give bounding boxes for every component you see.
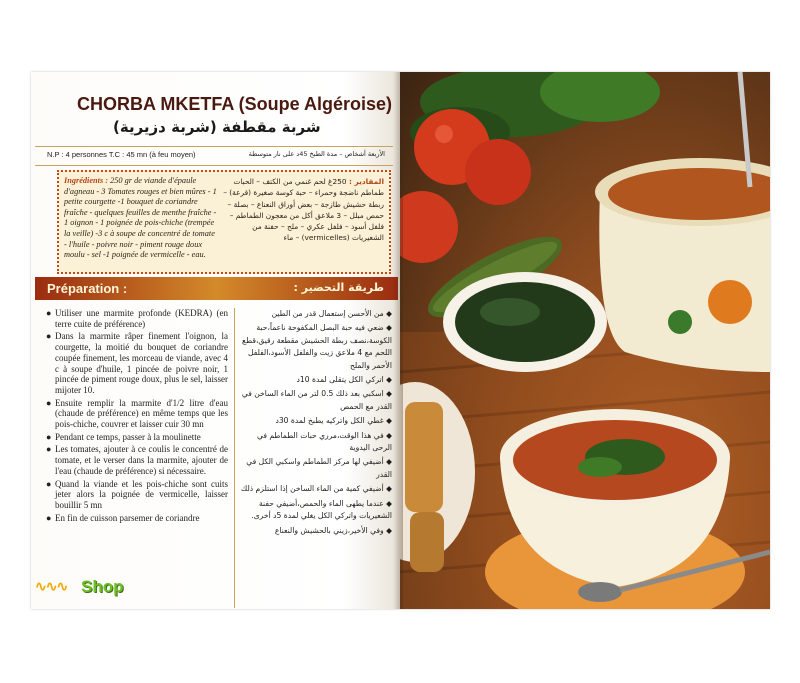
bullet-icon: ● [46, 431, 52, 442]
ingredients-label-arabic: المقادير : [348, 177, 384, 186]
step-french: ● Pendant ce temps, passer à la moulinette [46, 431, 201, 442]
diamond-icon: ◆ [386, 498, 392, 508]
preparation-title-french: Préparation : [47, 281, 128, 296]
step-arabic: ◆ أضيفي لها مركز الطماطم واسكبي الكل في القدر [246, 457, 392, 479]
ingredients-box [57, 170, 391, 274]
bullet-icon: ● [46, 512, 52, 523]
recipe-title-french: CHORBA MKETFA (Soupe Algéroise) [77, 94, 393, 114]
preparation-steps-arabic [240, 308, 392, 608]
preparation-steps-french [46, 308, 228, 608]
step-french: ● Dans la marmite râper finement l'oignon, la courgette, la moitié du bouquet de coriandre coupée finement, les morceau de viande, avec 4 c à soupe d'huile, 1 pincée de poivre noir, 1 pincée de piment rouge doux, plus le sel, laisser mijoter 10. [46, 331, 228, 395]
preparation-header-bar [35, 277, 398, 300]
ingredients-french [64, 176, 219, 261]
diamond-icon: ◆ [386, 375, 392, 385]
step-french: ● Ensuite remplir la marmite d'1/2 litre d'eau (chaude de préférence) en même temps que les pois-chiche, couvrer et laisser cuir 30 mn [46, 397, 228, 430]
step-french: ● Les tomates, ajouter à ce coulis le concentré de tomate, et le verser dans la marmite, ajouter de l'eau (chaude de préférence) si nécessaire. [46, 444, 228, 476]
soup-photo-illustration [400, 72, 770, 609]
soup-bowl-icon [485, 409, 745, 609]
step-arabic: ◆ اسكبي بعد ذلك 0.5 لتر من الماء الساخن في القدر مع الحمص [241, 389, 392, 411]
shop-watermark-logo [31, 572, 171, 606]
bullet-icon: ● [46, 444, 52, 455]
step-arabic: ◆ عندما يطهى الماء والحمص،أضيفي حفنة الشعيريات واتركي الكل يغلي لمدة 5د أخرى. [251, 498, 392, 521]
ingredients-arabic [222, 176, 384, 244]
step-french: ● En fin de cuisson parsemer de coriandre [46, 512, 200, 523]
diamond-icon: ◆ [386, 525, 392, 535]
diamond-icon: ◆ [386, 416, 392, 426]
soup-photo [400, 72, 770, 609]
servings-time-arabic: الأربعة أشخاص – مدة الطبخ 45د على نار متوسطة [248, 150, 385, 158]
diamond-icon: ◆ [386, 430, 392, 440]
column-divider [234, 308, 235, 608]
step-french: ● Quand la viande et les pois-chiche sont cuits jeter alors la poignée de vermicelle, laisser bouillir 5 mn [46, 478, 228, 510]
page-fold-shadow [393, 72, 403, 609]
herb-bowl-icon [443, 272, 607, 372]
magazine-spread [31, 72, 770, 609]
diamond-icon: ◆ [386, 309, 392, 318]
servings-time-line [35, 146, 393, 166]
bullet-icon: ● [46, 308, 52, 318]
ingredients-label-french: Ingrédients : [64, 176, 109, 185]
shop-logo-text: Shop [81, 577, 124, 596]
recipe-page [31, 72, 400, 609]
diamond-icon: ◆ [386, 323, 392, 333]
diamond-icon: ◆ [386, 457, 392, 467]
step-arabic: ◆ غطي الكل واتركيه يطبخ لمدة 30د [275, 416, 392, 426]
step-french: ● Utiliser une marmite profonde (KEDRA) (en terre cuite de préférence) [46, 308, 228, 329]
ingredients-text-french: 250 gr de viande d'épaule d'agneau - 3 Tomates rouges et bien mûres - 1 petite courgette -1 bouquet de coriandre fraîche - quelques feuilles de menthe fraîche - 1 oignon - 1 poignée de pois-chiche (trempée la veille) -3 c à soupe de concentré de tomate - l'huile - poivre noir - piment rouge doux moulu - sel -1 poignée de vermicelle - eau. [64, 176, 217, 260]
step-arabic: ◆ ضعي فيه حبة البصل المكفوحة ناعماً،حبة الكوسة،نصف ربطة الحشيش مقطعة رقيق،قطع اللحم مع 4 ملاعق زيت والفلفل الأسود،الفلفل الأحمر والملح [242, 323, 392, 370]
recipe-title-arabic: شربة مقطفة (شربة دزيرية) [113, 118, 321, 136]
bullet-icon: ● [46, 331, 52, 342]
step-arabic: ◆ اتركي الكل يتقلى لمدة 10د [296, 375, 392, 385]
bullet-icon: ● [46, 478, 52, 489]
logo-swirl-icon: ∿∿∿ [35, 578, 68, 594]
diamond-icon: ◆ [386, 484, 392, 494]
step-arabic: ◆ وفي الأخير،زيني بالحشيش والنعناع [274, 525, 392, 535]
ingredients-text-arabic: 250غ لحم غنمي من الكتف – الحبات طماطم ناضجة وحمراء – حبة كوسة صغيرة (قرعة) – ربطة حشيش طازجة – بعض أوراق النعناع – بصلة – حمص مبلل – 3 ملاعق أكل من معجون الطماطم – فلفل أسود – فلفل عكري – ملح – حفنة من الشعيريات (vermicelles) – ماء [223, 177, 384, 243]
step-arabic: ◆ في هذا الوقت،مرري حبات الطماطم في الرحى اليدوية [256, 430, 392, 453]
diamond-icon: ◆ [386, 389, 392, 399]
servings-time-french: N.P : 4 personnes T.C : 45 mn (à feu moyen) [47, 150, 196, 159]
preparation-title-arabic: طريقة التحضير : [293, 281, 384, 294]
step-arabic: ◆ أضيفي كمية من الماء الساخن إذا استلزم ذلك [241, 484, 392, 494]
step-arabic: ◆ من الأحسن إستعمال قدر من الطين [271, 309, 392, 318]
bullet-icon: ● [46, 397, 52, 408]
